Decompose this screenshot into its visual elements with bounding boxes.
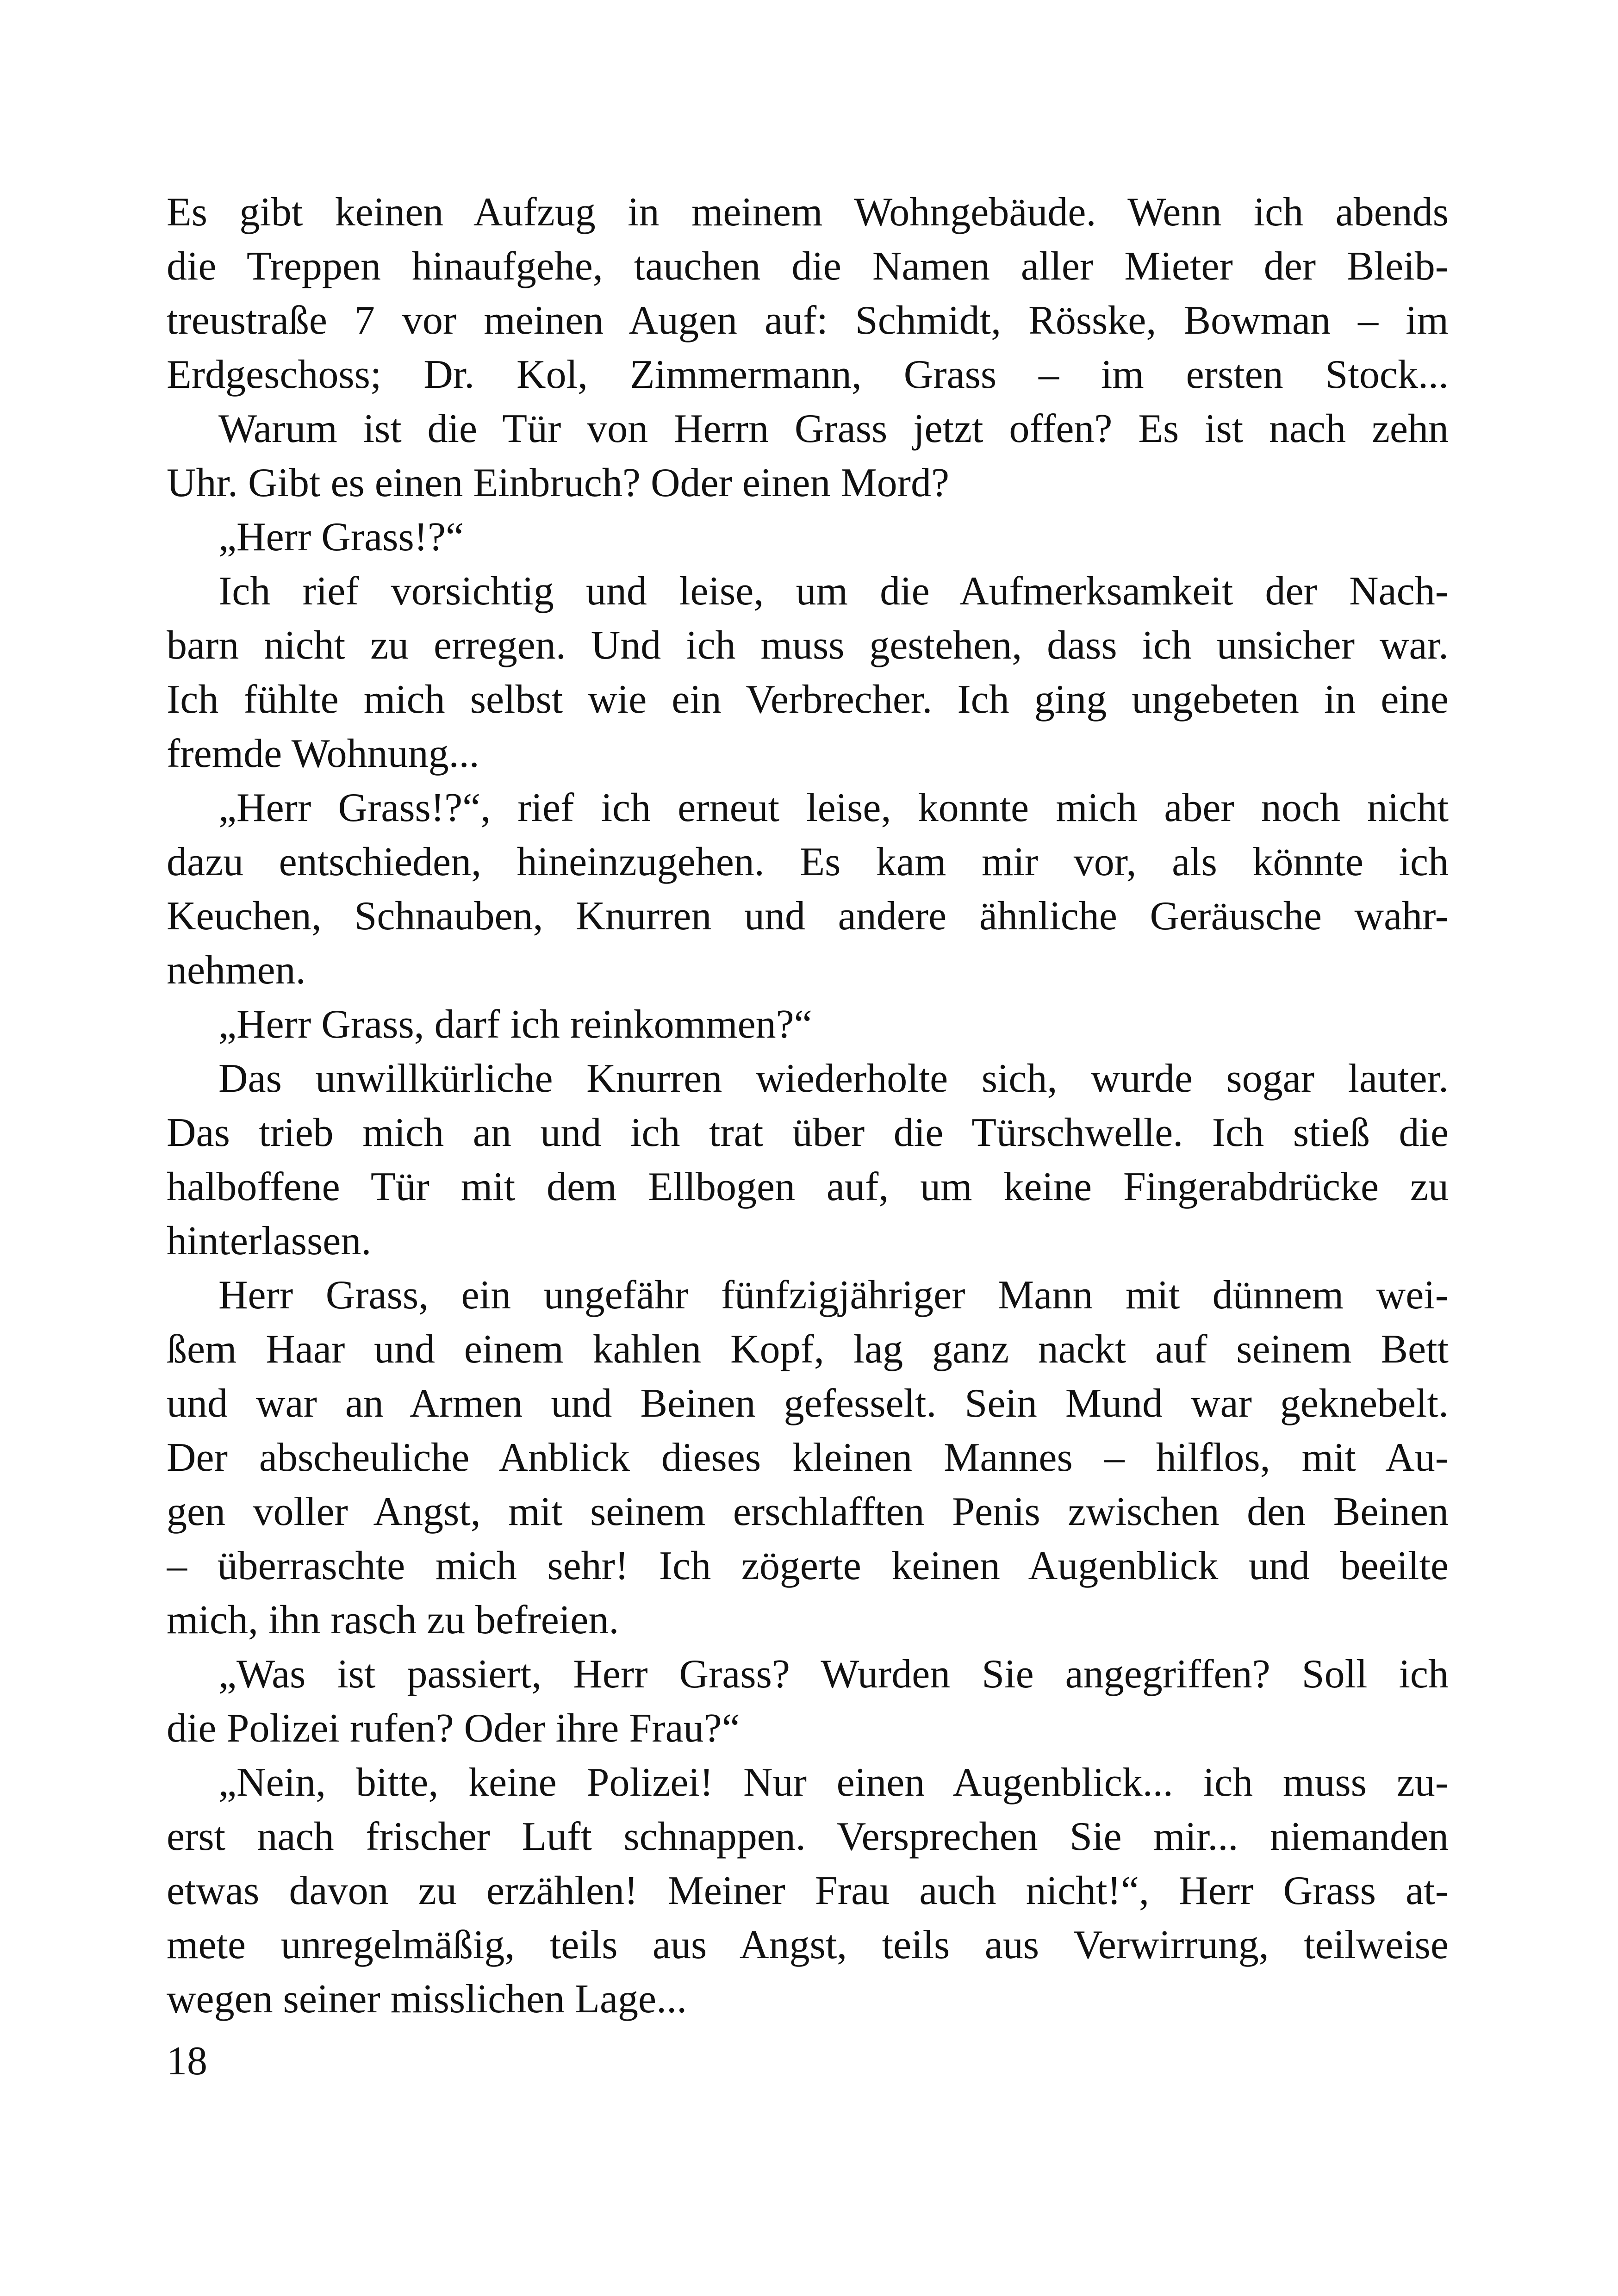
text-line: fremde Wohnung...: [167, 731, 479, 776]
text-line: barn nicht zu erregen. Und ich muss gestehen, dass ich unsicher war.: [167, 623, 1449, 668]
text-line: Das trieb mich an und ich trat über die Türschwelle. Ich stieß die: [167, 1110, 1449, 1155]
text-line: die Treppen hinaufgehe, tauchen die Namen aller Mieter der Bleib-: [167, 244, 1449, 289]
text-line: Keuchen, Schnauben, Knurren und andere ähnliche Geräusche wahr-: [167, 894, 1449, 939]
text-line: hinterlassen.: [167, 1219, 372, 1263]
text-line: „Herr Grass!?“: [218, 515, 464, 560]
text-line: ßem Haar und einem kahlen Kopf, lag ganz nackt auf seinem Bett: [167, 1327, 1449, 1372]
text-line: „Was ist passiert, Herr Grass? Wurden Sie angegriffen? Soll ich: [218, 1652, 1449, 1697]
text-line: „Nein, bitte, keine Polizei! Nur einen Augenblick... ich muss zu-: [218, 1760, 1449, 1805]
text-line: Herr Grass, ein ungefähr fünfzigjähriger Mann mit dünnem wei-: [218, 1273, 1449, 1318]
page-number: 18: [167, 2039, 207, 2084]
text-line: gen voller Angst, mit seinem erschlafften Penis zwischen den Beinen: [167, 1489, 1449, 1534]
text-line: die Polizei rufen? Oder ihre Frau?“: [167, 1706, 740, 1751]
text-line: Warum ist die Tür von Herrn Grass jetzt offen? Es ist nach zehn: [218, 406, 1449, 451]
body-text: [167, 185, 1449, 2026]
text-line: mich, ihn rasch zu befreien.: [167, 1598, 619, 1643]
text-line: Es gibt keinen Aufzug in meinem Wohngebäude. Wenn ich abends: [167, 190, 1449, 235]
text-line: Erdgeschoss; Dr. Kol, Zimmermann, Grass – im ersten Stock...: [167, 352, 1449, 397]
text-line: und war an Armen und Beinen gefesselt. Sein Mund war geknebelt.: [167, 1381, 1449, 1426]
text-line: Ich rief vorsichtig und leise, um die Aufmerksamkeit der Nach-: [218, 569, 1449, 614]
text-line: „Herr Grass!?“, rief ich erneut leise, konnte mich aber noch nicht: [218, 785, 1449, 830]
text-line: erst nach frischer Luft schnappen. Versprechen Sie mir... niemanden: [167, 1814, 1449, 1859]
text-line: treustraße 7 vor meinen Augen auf: Schmidt, Rösske, Bowman – im: [167, 298, 1449, 343]
text-line: Uhr. Gibt es einen Einbruch? Oder einen Mord?: [167, 460, 950, 505]
text-line: halboffene Tür mit dem Ellbogen auf, um keine Fingerabdrücke zu: [167, 1164, 1449, 1209]
text-line: nehmen.: [167, 948, 306, 993]
text-line: Ich fühlte mich selbst wie ein Verbrecher. Ich ging ungebeten in eine: [167, 677, 1449, 722]
text-line: Das unwillkürliche Knurren wiederholte sich, wurde sogar lauter.: [218, 1056, 1449, 1101]
text-line: Der abscheuliche Anblick dieses kleinen Mannes – hilflos, mit Au-: [167, 1435, 1449, 1480]
text-line: „Herr Grass, darf ich reinkommen?“: [218, 1002, 812, 1047]
text-line: wegen seiner misslichen Lage...: [167, 1977, 687, 2022]
text-line: dazu entschieden, hineinzugehen. Es kam mir vor, als könnte ich: [167, 840, 1449, 884]
text-line: mete unregelmäßig, teils aus Angst, teils aus Verwirrung, teilweise: [167, 1923, 1449, 1967]
text-line: – überraschte mich sehr! Ich zögerte keinen Augenblick und beeilte: [167, 1543, 1449, 1588]
text-line: etwas davon zu erzählen! Meiner Frau auch nicht!“, Herr Grass at-: [167, 1868, 1449, 1913]
